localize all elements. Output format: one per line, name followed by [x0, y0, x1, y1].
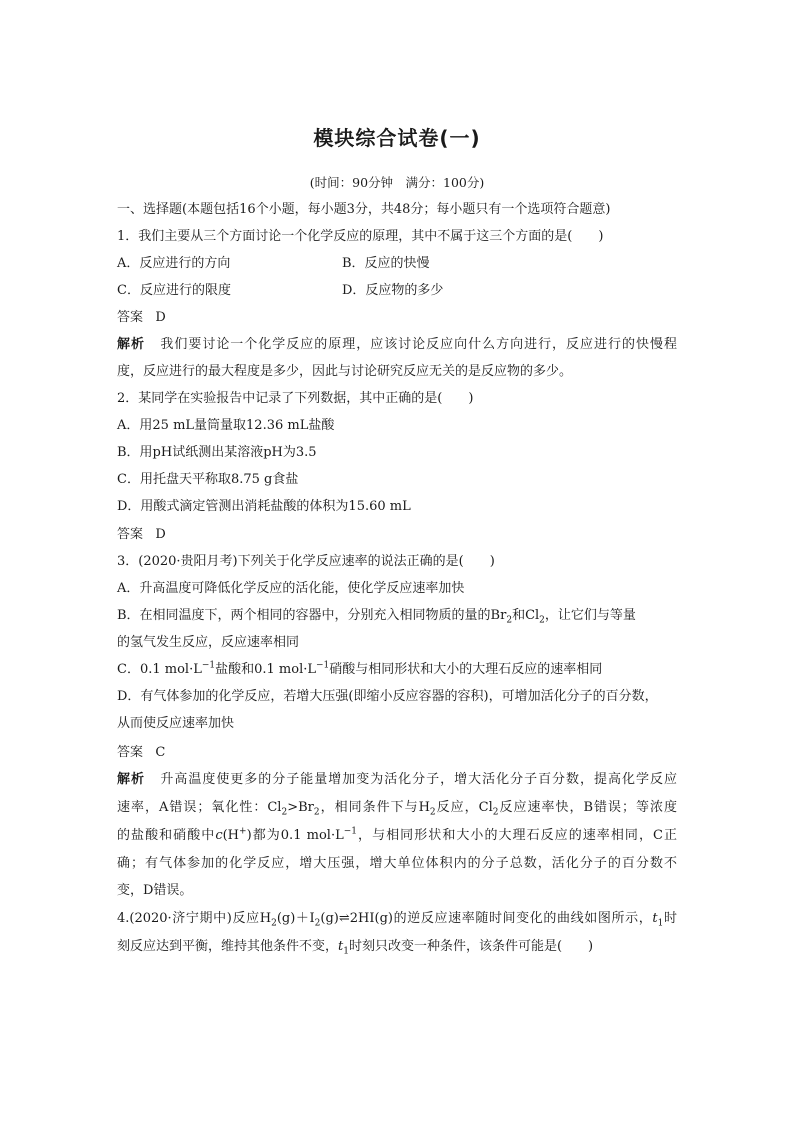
page-title: 模块综合试卷(一) — [313, 126, 481, 150]
q3-analysis-line-3: 的盐酸和硝酸中c(H+)都为0.1 $mol\cdot L^{-1}$，与相同形状和大小的大理石反应的速率相同，C正 — [117, 826, 677, 843]
q3-option-b-line-2: 的氢气发生反应，反应速率相同 — [117, 635, 300, 650]
q1-option-b: B．反应的快慢 — [342, 256, 430, 271]
q3-option-d-line-1: D．有气体参加的化学反应，若增大压强(即缩小反应容器的容积)，可增加活化分子的百分数， — [117, 689, 658, 704]
q3-option-a: A．升高温度可降低化学反应的活化能，使化学反应速率加快 — [117, 581, 465, 596]
q2-option-d: D．用酸式滴定管测出消耗盐酸的体积为15.60 mL — [117, 499, 411, 514]
answer-label: 答案 — [117, 310, 144, 325]
q1-analysis-line-2: 度，反应进行的最大程度是多少，因此与讨论研究反应无关的是反应物的多少。 — [117, 364, 573, 379]
q2-option-b: B．用pH试纸测出某溶液pH为3.5 — [117, 445, 317, 460]
answer-value: D — [155, 527, 166, 542]
q3-option-d-line-2: 从而使反应速率加快 — [117, 716, 235, 731]
analysis-label: 解析 — [117, 337, 145, 352]
q4-stem-line-2: 刻反应达到平衡，维持其他条件不变，$t_1$时刻只改变一种条件，该条件可能是( ) — [117, 939, 594, 957]
q1-option-a: A．反应进行的方向 — [117, 256, 231, 271]
q2-option-a: A．用25 mL量筒量取12.36 mL盐酸 — [117, 418, 335, 433]
q3-option-c: C．0.1 $mol\cdot L^{-1}$盐酸和0.1 $mol\cdot L^{-1}$硝酸与相同形状和大小的大理石反应的速率相同 — [117, 660, 603, 677]
section-heading: 一、选择题(本题包括16个小题，每小题3分，共48分；每小题只有一个选项符合题意) — [117, 202, 611, 217]
q4-stem-line-1: 4.(2020·济宁期中)反应$H_2(g)+I_2(g)\rightleftharpoons 2HI(g)$的逆反应速率随时间变化的曲线如图所示，$t_1$时 — [117, 911, 677, 929]
answer-label: 答案 — [117, 745, 144, 760]
q1-option-d: D．反应物的多少 — [342, 283, 444, 298]
q1-option-c: C．反应进行的限度 — [117, 283, 231, 298]
q3-analysis-line-5: 变，D错误。 — [117, 883, 193, 898]
q1-answer — [117, 309, 166, 327]
q3-analysis-line-1: 解析 升高温度使更多的分子能量增加变为活化分子，增大活化分子百分数，提高化学反应 — [117, 772, 677, 787]
q3-option-b-line-1: B．在相同温度下，两个相同的容器中，分别充入相同物质的量的$Br_2$和$Cl_2$，让它们与等量 — [117, 608, 636, 626]
exam-meta: (时间：90分钟 满分：100分) — [309, 175, 485, 190]
q2-answer — [117, 526, 166, 544]
answer-label: 答案 — [117, 527, 144, 542]
analysis-label: 解析 — [117, 772, 145, 787]
q3-stem: 3．(2020·贵阳月考)下列关于化学反应速率的说法正确的是( ) — [117, 554, 495, 569]
q2-stem: 2．某同学在实验报告中记录了下列数据，其中正确的是( ) — [117, 391, 474, 406]
q1-stem: 1．我们主要从三个方面讨论一个化学反应的原理，其中不属于这三个方面的是( ) — [117, 229, 604, 244]
q3-analysis-line-2: 速率，A错误；氧化性：$Cl_2>Br_2$，相同条件下与$H_2$反应，$Cl_2$反应速率快，B错误；等浓度 — [117, 800, 677, 818]
answer-value: C — [155, 745, 166, 760]
equilibrium-arrow-icon: ⇌ — [338, 911, 350, 926]
q3-answer — [117, 744, 165, 762]
q1-analysis-line-1 — [117, 336, 677, 354]
analysis-text: 我们要讨论一个化学反应的原理，应该讨论反应向什么方向进行，反应进行的快慢程 — [160, 337, 677, 352]
answer-value: D — [155, 310, 166, 325]
q2-option-c: C．用托盘天平称取8.75 g食盐 — [117, 472, 299, 487]
q3-analysis-line-4: 确；有气体参加的化学反应，增大压强，增大单位体积内的分子总数，活化分子的百分数不 — [117, 856, 677, 871]
